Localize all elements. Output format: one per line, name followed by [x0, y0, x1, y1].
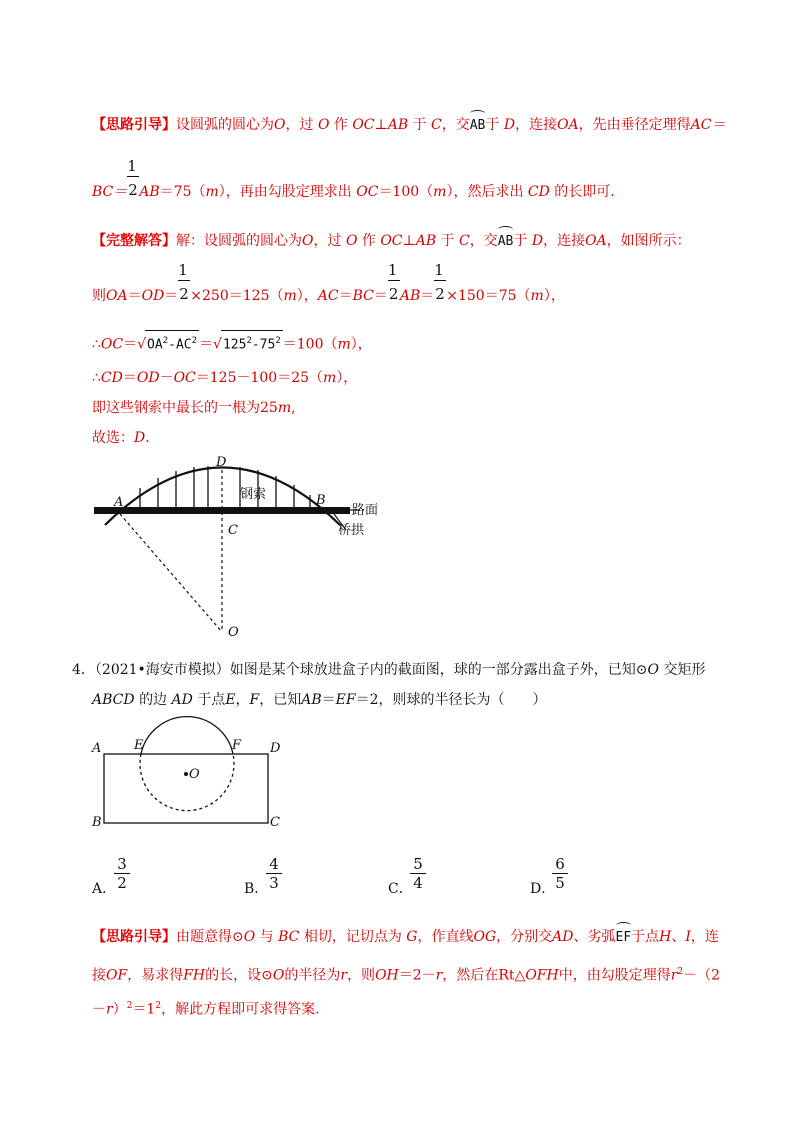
solution-line2: 则OA＝OD＝ $\frac{1}{2}$ ×250＝125（m），AC＝BC＝ $\frac{1}{2}$ AB＝ $\frac{1}{2}$ ×150＝75（m），	[92, 261, 565, 304]
hint1-line2: BC＝ $\frac{1}{2}$ AB＝75（m），再由勾股定理求出 OC＝100（m），然后求出 CD 的长即可.	[92, 157, 615, 200]
hint-tag: 【思路引导】	[92, 117, 176, 133]
solution-line1: 【完整解答】解：设圆弧的圆心为O，过 O 作 OC⊥AB 于 C，交AB于 D，连接OA，如图所示：	[92, 226, 691, 252]
question-4-line1: 4．（2021•海安市模拟）如图是某个球放进盒子内的截面图，球的一部分露出盒子外，已知⊙O 交矩形	[72, 662, 706, 678]
label-o: O	[189, 767, 200, 782]
label-a: A	[92, 741, 102, 756]
circle-hidden-arc	[140, 754, 234, 811]
label-a: A	[114, 495, 124, 510]
center-point	[184, 772, 188, 776]
label-arch: 桥拱	[338, 523, 365, 538]
hint2-line3: $-r)^2=1^2$，解此方程即可求得答案.	[92, 1001, 320, 1018]
label-b: B	[316, 493, 326, 508]
label-cable: 钢索	[240, 487, 267, 502]
sqrt-expression-1: $OA^2-AC^2$	[145, 330, 199, 355]
solution-line3: $\therefore OC=√OA^2-AC^2 =√125^2-75^2 =100(m)$，	[92, 330, 372, 355]
label-d: D	[216, 455, 227, 470]
option-c-fraction: 5 4	[410, 856, 426, 891]
rectangle-abcd	[104, 754, 268, 823]
hint2-line1: 【思路引导】由题意得⊙O 与 BC 相切，记切点为 G，作直线OG，分别交AD、劣弧EF于点H、I，连	[92, 922, 719, 948]
arc-ef: EF	[616, 922, 632, 948]
arc-ab: AB	[498, 226, 514, 252]
label-road: 路面	[352, 503, 379, 518]
circle-exposed-arc	[141, 717, 233, 754]
fraction-half: $\frac{1}{2}$	[178, 261, 189, 303]
label-e: E	[134, 738, 144, 753]
option-a-fraction: 3 2	[114, 856, 130, 891]
fraction-half: $\frac{1}{2}$	[434, 261, 445, 303]
hint1-line1: 【思路引导】设圆弧的圆心为O，过 O 作 OC⊥AB 于 C，交AB于 D，连接OA，先由垂径定理得AC＝	[92, 110, 726, 136]
hint-tag: 【思路引导】	[92, 929, 176, 945]
question-number: 4．	[72, 662, 95, 678]
label-c: C	[270, 815, 280, 830]
option-b-fraction: 4 3	[266, 856, 282, 891]
arc-ab: AB	[470, 110, 486, 136]
hint2-line2: 接OF，易求得FH的长，设⊙O的半径为r，则OH＝2－r，然后在Rt△OFH中，由勾股定理得$r^2-(2$	[92, 967, 721, 984]
label-c: C	[228, 523, 238, 538]
fraction-half: $\frac{1}{2}$	[387, 261, 399, 303]
fraction-half: $\frac{1}{2}$	[127, 157, 138, 199]
question-4-line2: ABCD 的边 AD 于点E，F，已知AB＝EF＝2，则球的半径长为（ ）	[92, 692, 547, 708]
solution-line6: 故选：D.	[92, 430, 150, 446]
label-b: B	[92, 815, 102, 830]
label-o: O	[228, 625, 239, 640]
sqrt-expression-2: $125^2-75^2$	[221, 330, 283, 355]
label-f: F	[232, 738, 242, 753]
solution-line5: 即这些钢索中最长的一根为25m,	[92, 400, 296, 416]
option-d-fraction: 6 5	[552, 856, 568, 891]
solution-tag: 【完整解答】	[92, 233, 176, 249]
solution-line4: ∴CD＝OD－OC＝125－100＝25（m），	[92, 370, 358, 386]
label-d: D	[270, 741, 281, 756]
